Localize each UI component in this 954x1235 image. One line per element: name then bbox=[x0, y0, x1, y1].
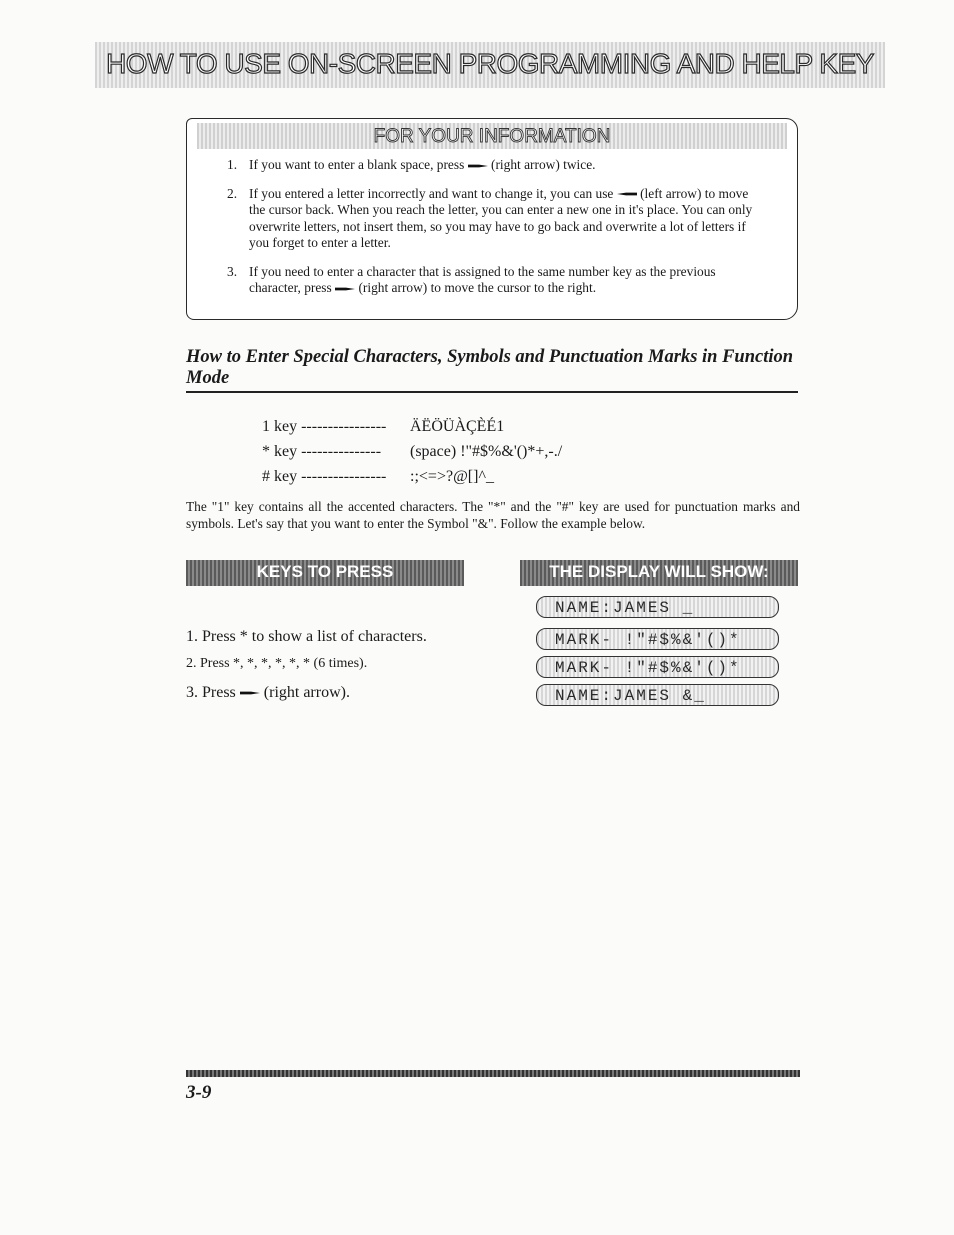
keys-to-press-banner bbox=[186, 560, 464, 586]
info-box-title: FOR YOUR INFORMATION bbox=[373, 126, 611, 147]
info-item-text: (right arrow) twice. bbox=[491, 157, 596, 172]
info-item-number: 2. bbox=[227, 185, 238, 201]
key-row bbox=[262, 464, 562, 489]
key-character-list bbox=[262, 414, 562, 489]
step-text: 3. Press bbox=[186, 684, 236, 701]
section-title: How to Enter Special Characters, Symbols and Punctuation Marks in Function Mode bbox=[186, 347, 794, 388]
step-item bbox=[186, 684, 350, 702]
info-item-text: (right arrow) to move the cursor to the right. bbox=[358, 280, 597, 295]
step-item: 2. Press *, *, *, *, *, * (6 times). bbox=[186, 656, 368, 671]
right-arrow-icon bbox=[240, 689, 260, 697]
key-row bbox=[262, 414, 562, 439]
info-box bbox=[186, 118, 798, 320]
right-arrow-icon bbox=[335, 285, 355, 293]
key-label: # key ---------------- bbox=[262, 468, 387, 485]
key-characters: ÄËÖÜÀÇÈÉ1 bbox=[410, 418, 505, 435]
page-header-title: HOW TO USE ON-SCREEN PROGRAMMING AND HELP KEY bbox=[106, 48, 874, 79]
key-row bbox=[262, 439, 562, 464]
info-item bbox=[227, 186, 765, 252]
key-characters: (space) !"#$%&'()*+,-./ bbox=[410, 443, 563, 460]
info-item bbox=[227, 264, 765, 297]
info-item-number: 1. bbox=[227, 157, 238, 172]
key-label: * key --------------- bbox=[262, 443, 382, 460]
header-banner bbox=[95, 42, 885, 88]
lcd-display-line: NAME:JAMES &_ bbox=[536, 684, 779, 706]
keys-to-press-label: KEYS TO PRESS bbox=[256, 562, 394, 581]
info-item-text: (left arrow) to move the cursor back. When you reach the letter, you can enter a new one in it's place. You can only overwrite letters, not insert them, so you may have to go back and overwrite a lot of letters if you forget to enter a letter. bbox=[249, 185, 753, 250]
right-arrow-icon bbox=[468, 162, 488, 170]
info-item-text: If you entered a letter incorrectly and want to change it, you can use bbox=[249, 185, 614, 201]
lcd-display-line: MARK- !"#$%&'()* bbox=[536, 656, 779, 678]
info-item-text: If you need to enter a character that is assigned to the same number key as the previous character, press bbox=[249, 263, 716, 295]
explanation-paragraph: The "1" key contains all the accented characters. The "*" and the "#" key are used for punctuation marks and symbols. Let's say that you want to enter the Symbol "&". Follow the example below. bbox=[186, 499, 800, 531]
info-item bbox=[227, 157, 765, 174]
section-divider bbox=[186, 391, 798, 393]
key-label: 1 key ---------------- bbox=[262, 418, 387, 435]
info-list bbox=[227, 157, 765, 309]
left-arrow-icon bbox=[617, 190, 637, 198]
info-item-number: 3. bbox=[227, 263, 238, 279]
lcd-display-line: NAME:JAMES _ bbox=[536, 596, 779, 618]
display-will-show-label: THE DISPLAY WILL SHOW: bbox=[549, 562, 769, 581]
lcd-display-line: MARK- !"#$%&'()* bbox=[536, 628, 779, 650]
step-item: 1. Press * to show a list of characters. bbox=[186, 628, 427, 645]
info-item-text: If you want to enter a blank space, press bbox=[249, 157, 465, 172]
info-box-header bbox=[197, 123, 787, 149]
step-text: (right arrow). bbox=[263, 684, 350, 701]
page-number: 3-9 bbox=[186, 1082, 212, 1103]
key-characters: :;<=>?@[]^_ bbox=[410, 468, 494, 485]
footer-bar bbox=[186, 1070, 800, 1077]
display-will-show-banner bbox=[520, 560, 798, 586]
